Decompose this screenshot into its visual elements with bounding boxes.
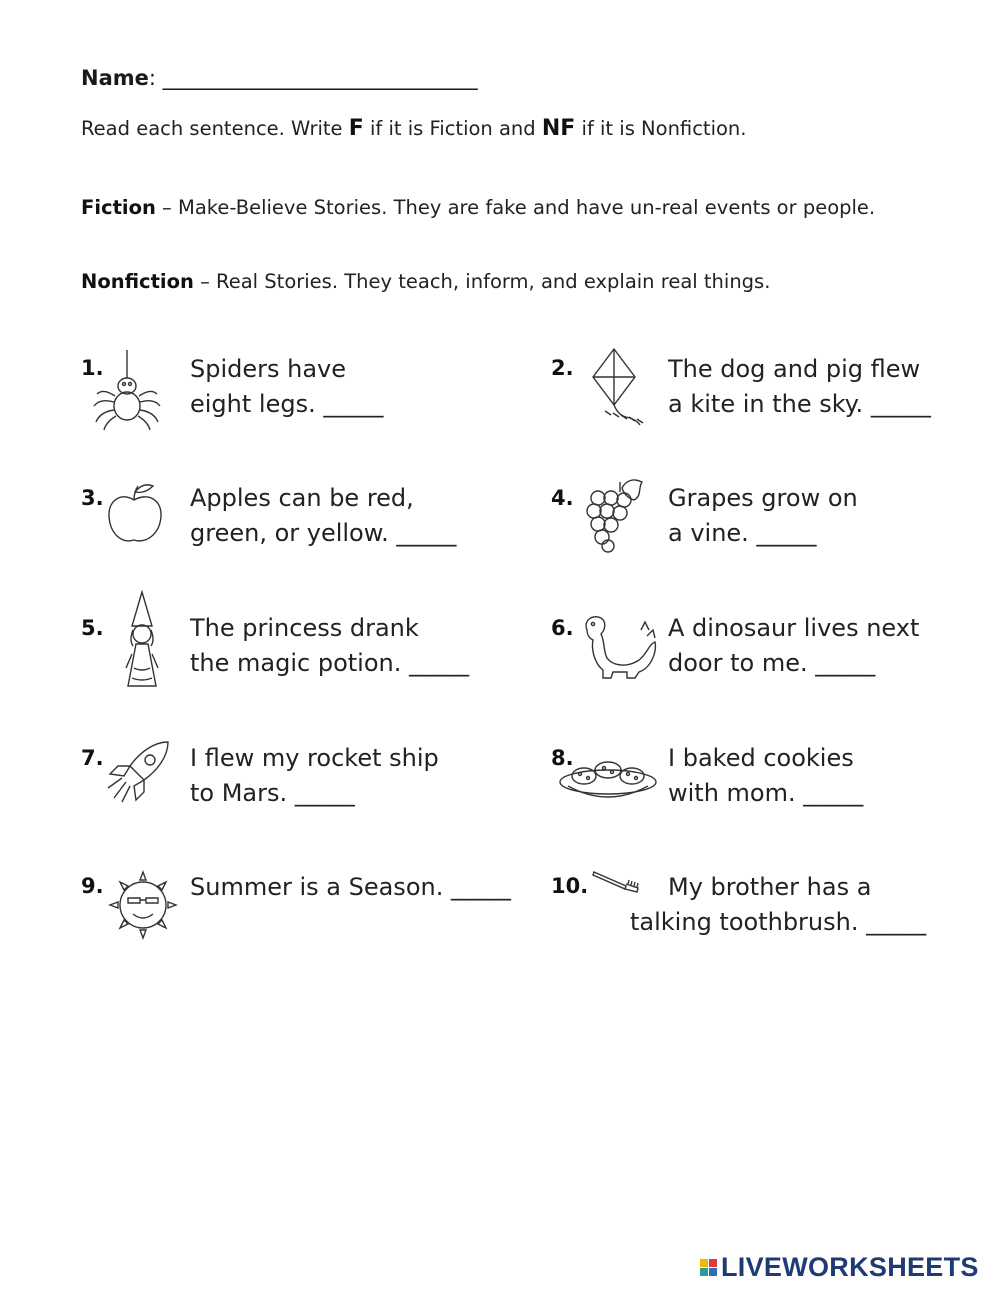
instruction-text-2: if it is Fiction and (363, 117, 542, 140)
name-blank[interactable]: : ______________________________ (148, 66, 478, 90)
spider-icon (92, 350, 162, 430)
fiction-letter: F (348, 116, 364, 141)
brand-text: LIVEWORKSHEETS (721, 1252, 979, 1282)
question-number-3: 3. (81, 486, 104, 510)
fiction-term: Fiction (81, 196, 156, 219)
question-line-9a[interactable]: Summer is a Season. _____ (190, 873, 511, 901)
grapes-icon (582, 476, 656, 554)
nonfiction-term: Nonfiction (81, 270, 194, 293)
kite-icon (587, 349, 657, 431)
question-number-1: 1. (81, 356, 104, 380)
name-line (81, 66, 478, 90)
logo-square-3 (700, 1268, 708, 1276)
question-number-5: 5. (81, 616, 104, 640)
question-line-5b[interactable]: the magic potion. _____ (190, 649, 469, 677)
question-line-8a: I baked cookies (668, 744, 854, 772)
logo-square-4 (709, 1268, 717, 1276)
liveworksheets-logo (700, 1252, 979, 1283)
question-line-7b[interactable]: to Mars. _____ (190, 779, 355, 807)
question-number-6: 6. (551, 616, 574, 640)
question-number-8: 8. (551, 746, 574, 770)
princess-icon (118, 592, 170, 690)
question-line-1b[interactable]: eight legs. _____ (190, 390, 384, 418)
logo-square-2 (709, 1259, 717, 1267)
rocket-icon (102, 738, 174, 810)
question-line-10a: My brother has a (668, 873, 872, 901)
question-line-6a: A dinosaur lives next (668, 614, 920, 642)
question-line-8b[interactable]: with mom. _____ (668, 779, 864, 807)
question-line-7a: I flew my rocket ship (190, 744, 439, 772)
question-line-2a: The dog and pig flew (668, 355, 921, 383)
question-line-10b[interactable]: talking toothbrush. _____ (630, 908, 927, 936)
logo-icon (700, 1259, 717, 1276)
fiction-definition (81, 192, 921, 223)
sun-icon (106, 868, 180, 942)
question-line-6b[interactable]: door to me. _____ (668, 649, 876, 677)
logo-square-1 (700, 1259, 708, 1267)
question-line-2b[interactable]: a kite in the sky. _____ (668, 390, 931, 418)
question-line-1a: Spiders have (190, 355, 347, 383)
question-number-7: 7. (81, 746, 104, 770)
instruction-text-3: if it is Nonfiction. (575, 117, 747, 140)
question-number-10: 10. (551, 874, 589, 898)
nonfiction-text: – Real Stories. They teach, inform, and explain real things. (193, 270, 771, 293)
question-number-9: 9. (81, 874, 104, 898)
instructions (81, 116, 746, 141)
toothbrush-icon (592, 868, 642, 898)
nonfiction-definition (81, 266, 921, 297)
dinosaur-icon (577, 612, 661, 682)
name-label: Name (81, 66, 149, 90)
question-line-5a: The princess drank (190, 614, 419, 642)
nonfiction-letters: NF (541, 116, 576, 141)
question-number-2: 2. (551, 356, 574, 380)
cookies-icon (556, 754, 660, 806)
question-line-3b[interactable]: green, or yellow. _____ (190, 519, 457, 547)
question-number-4: 4. (551, 486, 574, 510)
instruction-text-1: Read each sentence. Write (81, 117, 349, 140)
question-line-3a: Apples can be red, (190, 484, 414, 512)
question-line-4b[interactable]: a vine. _____ (668, 519, 817, 547)
fiction-text: – Make-Believe Stories. They are fake and have un-real events or people. (155, 196, 876, 219)
question-line-4a: Grapes grow on (668, 484, 858, 512)
apple-icon (104, 482, 168, 548)
